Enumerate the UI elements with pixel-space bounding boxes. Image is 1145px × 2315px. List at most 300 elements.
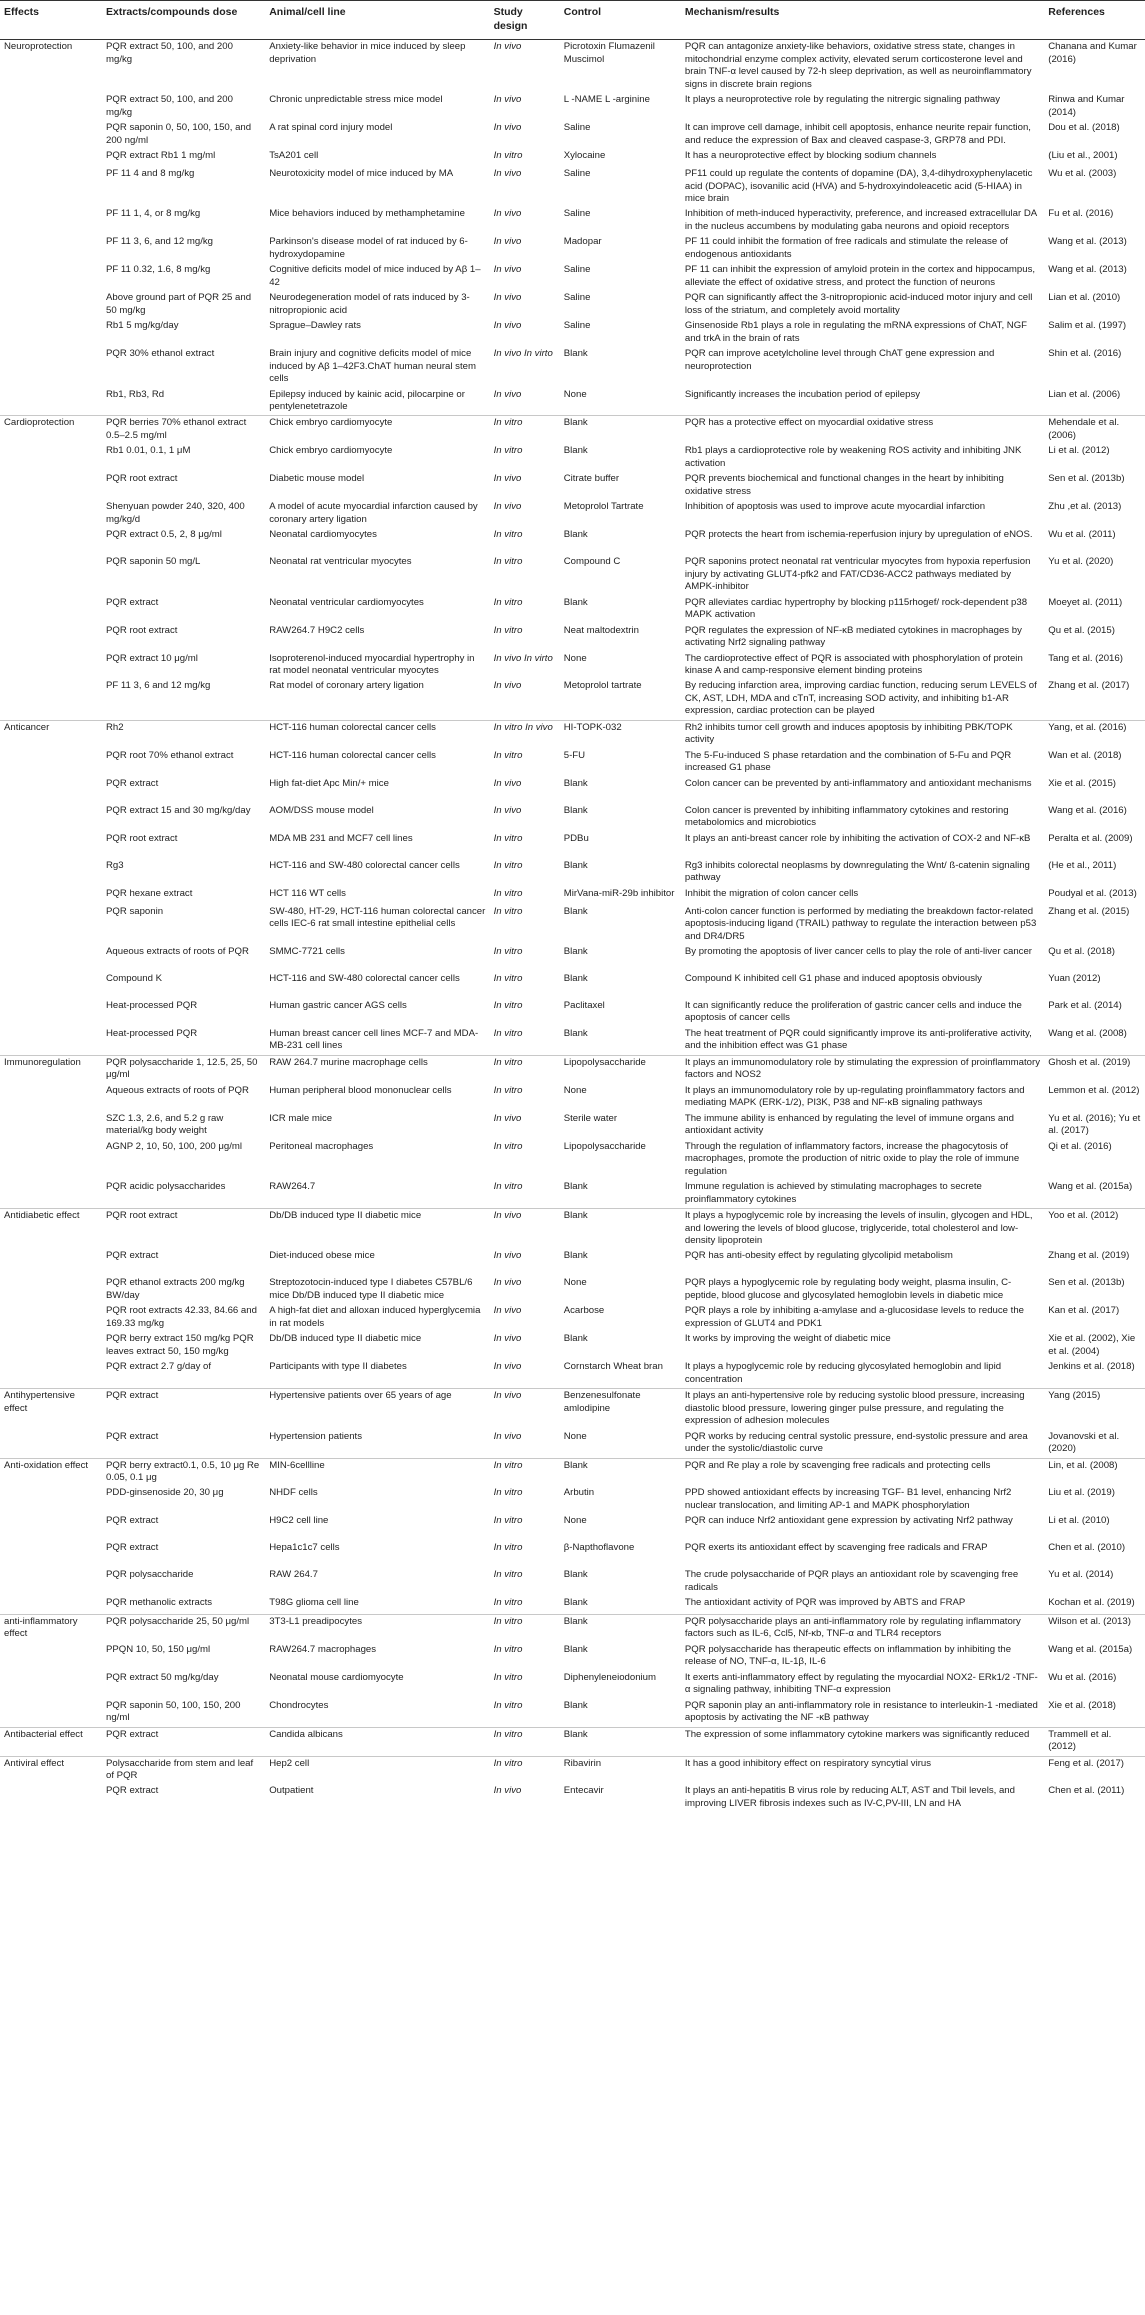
effect-cell	[0, 528, 102, 555]
effect-cell	[0, 1332, 102, 1360]
effect-cell	[0, 832, 102, 859]
dose-cell: PQR extract 15 and 30 mg/kg/day	[106, 804, 251, 816]
control-cell: Blank	[563, 1569, 588, 1581]
table-row	[0, 1643, 1145, 1671]
table-row	[0, 555, 1145, 595]
dose-cell: PQR extract	[106, 1430, 159, 1442]
table-row	[0, 859, 1145, 887]
reference-cell: Qu et al. (2015)	[1048, 624, 1115, 636]
reference-cell: Xie et al. (2018)	[1048, 1699, 1116, 1711]
dose-cell: PQR root 70% ethanol extract	[106, 749, 234, 761]
design-cell: In vitro	[493, 596, 523, 608]
reference-cell: Yuan (2012)	[1048, 973, 1101, 984]
dose-cell: PQR saponin	[106, 905, 164, 917]
reference-cell: Lemmon et al. (2012)	[1048, 1084, 1140, 1096]
mechanism-cell: Through the regulation of inflammatory factors, increase the phagocytosis of macrophages, promote the production of nitric oxide to play the role of immune regulation	[684, 1140, 1020, 1177]
control-cell: Blank	[563, 348, 588, 360]
table-row	[0, 472, 1145, 500]
model-cell: A high-fat diet and alloxan induced hyperglycemia in rat models	[269, 1305, 481, 1329]
dose-cell: Heat-processed PQR	[106, 1000, 198, 1011]
mechanism-cell: Rg3 inhibits colorectal neoplasms by downregulating the Wnt/ ß-catenin signaling pathway	[684, 859, 1030, 884]
model-cell: Chondrocytes	[269, 1699, 329, 1711]
control-cell: Blank	[563, 1181, 588, 1193]
control-cell: MirVana-miR-29b inhibitor	[563, 887, 675, 899]
control-cell: PDBu	[563, 832, 589, 844]
design-cell: In vivo	[493, 320, 522, 332]
model-cell: AOM/DSS mouse model	[269, 804, 374, 816]
dose-cell: Heat-processed PQR	[106, 1027, 198, 1039]
reference-cell: Ghosh et al. (2019)	[1044, 1055, 1145, 1083]
effect-cell	[0, 263, 102, 291]
table-row	[0, 207, 1145, 235]
design-cell: In vitro	[490, 416, 560, 444]
dose-cell: PQR extract	[102, 1727, 265, 1756]
control-cell: Blank	[563, 1027, 588, 1039]
control-cell: Blank	[560, 1727, 681, 1756]
reference-cell: (Liu et al., 2001)	[1048, 150, 1118, 162]
effect-cell	[0, 1304, 102, 1332]
reference-cell: Lian et al. (2010)	[1048, 292, 1121, 304]
table-row	[0, 1514, 1145, 1541]
design-cell: In vitro	[493, 1597, 523, 1609]
effect-cell	[0, 149, 102, 167]
mechanism-cell: PQR works by reducing central systolic pressure, end-systolic pressure and area under the systolic/diastolic curve	[684, 1430, 1028, 1455]
dose-cell: PQR polysaccharide 25, 50 μg/ml	[102, 1614, 265, 1642]
design-cell: In vivo	[493, 473, 522, 485]
mechanism-cell: Inhibition of meth-induced hyperactivity, preference, and increased extracellular DA in the nucleus accumbens by modulating gaba neurons and opioid receptors	[684, 208, 1037, 232]
table-row	[0, 596, 1145, 624]
design-cell: In vivo	[493, 804, 522, 816]
effect-cell: anti-inflammatory effect	[0, 1614, 102, 1642]
dose-cell: PQR saponin 0, 50, 100, 150, and 200 ng/ml	[106, 122, 252, 146]
mechanism-cell: Colon cancer can be prevented by anti-inflammatory and antioxidant mechanisms	[684, 777, 1032, 789]
reference-cell: Jenkins et al. (2018)	[1048, 1361, 1135, 1373]
header-extracts: Extracts/compounds dose	[102, 1, 265, 40]
effect-cell	[0, 1112, 102, 1140]
effect-cell	[0, 1671, 102, 1699]
mechanism-cell: PQR saponins protect neonatal rat ventricular myocytes from hypoxia reperfusion injury by activating GLUT4-pfk2 and FAT/CD36-ACC2 pathways mediated by AMPK-inhibitor	[684, 556, 1031, 593]
mechanism-cell: PF11 could up regulate the contents of dopamine (DA), 3,4-dihydroxyphenylacetic acid (DOPAC), isovanilic acid (HVA) and 5-hydroxyindoleacetic acid (5-HIAA) in mice brain	[684, 168, 1033, 204]
model-cell: Human gastric cancer AGS cells	[269, 1000, 407, 1011]
mechanism-cell: PQR protects the heart from ischemia-reperfusion injury by upregulation of eNOS.	[684, 529, 1033, 541]
control-cell: None	[563, 1084, 587, 1096]
mechanism-cell: The immune ability is enhanced by regulating the level of immune organs and antioxidant activity	[684, 1112, 1014, 1137]
model-cell: Hypertension patients	[269, 1430, 362, 1442]
effect-cell	[0, 679, 102, 720]
control-cell: 5-FU	[563, 749, 586, 761]
design-cell: In vivo	[493, 292, 522, 304]
control-cell: L -NAME L -arginine	[563, 94, 650, 106]
model-cell: Hep2 cell	[265, 1756, 489, 1784]
effect-cell	[0, 887, 102, 905]
reference-cell: Jovanovski et al. (2020)	[1048, 1430, 1120, 1455]
effect-cell	[0, 1180, 102, 1208]
dose-cell: PQR polysaccharide 1, 12.5, 25, 50 μg/ml	[102, 1055, 265, 1083]
dose-cell: Above ground part of PQR 25 and 50 mg/kg	[106, 292, 252, 316]
dose-cell: PQR ethanol extracts 200 mg/kg BW/day	[106, 1277, 245, 1301]
reference-cell: Tang et al. (2016)	[1048, 652, 1123, 664]
effect-cell	[0, 444, 102, 472]
dose-cell: Rb1 0.01, 0.1, 1 μM	[106, 445, 191, 457]
dose-cell: PPQN 10, 50, 150 μg/ml	[106, 1643, 211, 1655]
table-row	[0, 121, 1145, 149]
control-cell: Blank	[563, 946, 588, 957]
dose-cell: Rg3	[106, 859, 124, 871]
effect-cell	[0, 1140, 102, 1180]
effect-cell	[0, 121, 102, 149]
design-cell: In vivo	[493, 777, 522, 789]
control-cell: Madopar	[563, 236, 602, 248]
reference-cell: Liu et al. (2019)	[1048, 1487, 1115, 1499]
dose-cell: PQR extract 10 μg/ml	[106, 652, 198, 664]
mechanism-cell: Colon cancer is prevented by inhibiting inflammatory cytokines and restoring metabolomics and microbiotics	[684, 804, 1009, 829]
reference-cell: Feng et al. (2017)	[1044, 1756, 1145, 1784]
reference-cell: Li et al. (2012)	[1048, 445, 1110, 457]
mechanism-cell: PQR can improve acetylcholine level through ChAT gene expression and neuroprotection	[684, 348, 995, 372]
mechanism-cell: Rh2 inhibits tumor cell growth and induces apoptosis by inhibiting PBK/TOPK activity	[681, 720, 1044, 748]
effect-cell: Antihypertensive effect	[0, 1389, 102, 1430]
design-cell: In vivo	[493, 236, 522, 248]
control-cell: None	[563, 1277, 587, 1289]
mechanism-cell: PQR and Re play a role by scavenging free radicals and protecting cells	[681, 1458, 1044, 1486]
table-row	[0, 1671, 1145, 1699]
effect-cell: Cardioprotection	[0, 416, 102, 444]
design-cell: In vivo	[493, 1305, 522, 1317]
dose-cell: PQR hexane extract	[106, 887, 193, 899]
reference-cell: Wang et al. (2016)	[1048, 804, 1127, 816]
mechanism-cell: Significantly increases the incubation period of epilepsy	[684, 388, 921, 400]
model-cell: Chick embryo cardiomyocyte	[265, 416, 489, 444]
mechanism-cell: PPD showed antioxidant effects by increasing TGF- B1 level, enhancing Nrf2 nuclear translocation, and limiting AP-1 and MAPK phosphorylation	[684, 1487, 1012, 1511]
model-cell: SMMC-7721 cells	[269, 946, 345, 957]
dose-cell: PQR root extracts 42.33, 84.66 and 169.33 mg/kg	[106, 1305, 257, 1329]
mechanism-cell: It can improve cell damage, inhibit cell apoptosis, enhance neurite repair function, and reduce the expression of Bax and cleaved caspase-3, GRP78 and PDI.	[684, 122, 1031, 146]
mechanism-cell: PQR polysaccharide plays an anti-inflammatory role by regulating inflammatory factors such as IL-6, Ccl5, Nf-κb, TNF-α and TLR4 receptors	[681, 1614, 1044, 1642]
control-cell: Benzenesulfonate amlodipine	[560, 1389, 681, 1430]
dose-cell: Shenyuan powder 240, 320, 400 mg/kg/d	[106, 501, 245, 525]
design-cell: In vitro	[493, 1699, 523, 1711]
mechanism-cell: The antioxidant activity of PQR was improved by ABTS and FRAP	[684, 1597, 966, 1609]
table-row	[0, 167, 1145, 207]
model-cell: 3T3-L1 preadipocytes	[265, 1614, 489, 1642]
design-cell: In vivo	[493, 1250, 522, 1262]
dose-cell: PF 11 0.32, 1.6, 8 mg/kg	[106, 264, 211, 276]
reference-cell: Park et al. (2014)	[1048, 1000, 1122, 1011]
design-cell: In vivo	[493, 208, 522, 220]
mechanism-cell: PQR has anti-obesity effect by regulating glycolipid metabolism	[684, 1250, 953, 1262]
reference-cell: Wang et al. (2013)	[1048, 264, 1127, 276]
dose-cell: Aqueous extracts of roots of PQR	[106, 1084, 249, 1096]
reference-cell: Kan et al. (2017)	[1048, 1305, 1120, 1317]
model-cell: RAW264.7	[269, 1181, 316, 1193]
dose-cell: PQR 30% ethanol extract	[106, 348, 215, 360]
mechanism-cell: PQR alleviates cardiac hypertrophy by blocking p115rhogef/ rock-dependent p38 MAPK activation	[684, 596, 1028, 621]
reference-cell: Zhu ,et al. (2013)	[1048, 501, 1122, 513]
mechanism-cell: PQR has a protective effect on myocardial oxidative stress	[681, 416, 1044, 444]
table-row	[0, 1784, 1145, 1812]
header-animal-cell-line: Animal/cell line	[265, 1, 489, 40]
design-cell: In vitro	[493, 1140, 523, 1152]
model-cell: Participants with type II diabetes	[269, 1361, 407, 1373]
mechanism-cell: PF 11 could inhibit the formation of free radicals and stimulate the release of endogenous antioxidants	[684, 236, 1008, 260]
reference-cell: Yoo et al. (2012)	[1044, 1209, 1145, 1250]
dose-cell: PF 11 1, 4, or 8 mg/kg	[106, 208, 201, 220]
mechanism-cell: PQR prevents biochemical and functional changes in the heart by inhibiting oxidative stress	[684, 473, 1004, 497]
effect-cell	[0, 1699, 102, 1727]
control-cell: Cornstarch Wheat bran	[563, 1361, 663, 1373]
dose-cell: PQR root extract	[102, 1209, 265, 1250]
mechanism-cell: It has a good inhibitory effect on respiratory syncytial virus	[681, 1756, 1044, 1784]
reference-cell: Mehendale et al. (2006)	[1044, 416, 1145, 444]
mechanism-cell: Compound K inhibited cell G1 phase and induced apoptosis obviously	[684, 973, 982, 984]
mechanism-cell: It plays an anti-hepatitis B virus role by reducing ALT, AST and Tbil levels, and improving LIVER fibrosis indexes such as IV-C,PV-III, LN and HA	[684, 1785, 1015, 1809]
table-row	[0, 347, 1145, 387]
model-cell: NHDF cells	[269, 1487, 318, 1499]
effect-cell	[0, 1784, 102, 1812]
table-row	[0, 149, 1145, 167]
control-cell: Picrotoxin Flumazenil Muscimol	[560, 40, 681, 93]
effect-cell	[0, 388, 102, 416]
effect-cell	[0, 207, 102, 235]
model-cell: Hypertensive patients over 65 years of age	[265, 1389, 489, 1430]
table-row	[0, 1596, 1145, 1614]
control-cell: Blank	[563, 1699, 588, 1711]
mechanism-cell: It plays an immunomodulatory role by up-regulating proinflammatory factors and mediating MAPK (ERK-1/2), PI3K, P38 and NF-κB signaling pathways	[684, 1084, 1025, 1109]
design-cell: In vivo	[490, 1389, 560, 1430]
header-effects: Effects	[0, 1, 102, 40]
dose-cell: PF 11 3, 6, and 12 mg/kg	[106, 236, 214, 248]
effect-cell	[0, 1568, 102, 1596]
effect-cell: Antibacterial effect	[0, 1727, 102, 1756]
table-row	[0, 749, 1145, 777]
effect-cell	[0, 905, 102, 945]
table-row	[0, 1112, 1145, 1140]
design-cell: In vivo	[493, 1361, 522, 1373]
reference-cell: Qu et al. (2018)	[1048, 946, 1115, 957]
design-cell: In vivo In virto	[493, 652, 553, 664]
model-cell: Db/DB induced type II diabetic mice	[265, 1209, 489, 1250]
table-row	[0, 1084, 1145, 1112]
control-cell: Neat maltodextrin	[563, 624, 639, 636]
model-cell: RAW264.7 macrophages	[269, 1643, 377, 1655]
control-cell: Compound C	[563, 556, 621, 568]
design-cell: In vivo	[493, 680, 522, 692]
design-cell: In vitro	[493, 1027, 523, 1039]
model-cell: SW-480, HT-29, HCT-116 human colorectal cancer cells IEC-6 rat small intestine epithelial cells	[269, 905, 486, 930]
model-cell: Sprague–Dawley rats	[269, 320, 361, 332]
reference-cell: Wan et al. (2018)	[1048, 749, 1122, 761]
design-cell: In vivo	[493, 1430, 522, 1442]
design-cell: In vitro	[493, 1643, 523, 1655]
dose-cell: PQR saponin 50 mg/L	[106, 556, 201, 568]
control-cell: Blank	[563, 859, 588, 871]
dose-cell: Polysaccharide from stem and leaf of PQR	[102, 1756, 265, 1784]
design-cell: In vitro	[493, 445, 523, 457]
model-cell: Rat model of coronary artery ligation	[269, 680, 424, 692]
mechanism-cell: It works by improving the weight of diabetic mice	[684, 1333, 891, 1345]
effect-cell	[0, 1084, 102, 1112]
dose-cell: PQR berries 70% ethanol extract 0.5–2.5 mg/ml	[102, 416, 265, 444]
reference-cell: Wang et al. (2008)	[1048, 1027, 1127, 1039]
dose-cell: PQR extract 50, 100, and 200 mg/kg	[102, 40, 265, 93]
reference-cell: Shin et al. (2016)	[1048, 348, 1122, 360]
table-row	[0, 1486, 1145, 1514]
mechanism-cell: Rb1 plays a cardioprotective role by weakening ROS activity and inhibiting JNK activation	[684, 445, 1022, 469]
mechanism-cell: It plays an anti-breast cancer role by inhibiting the activation of COX-2 and NF-κB	[684, 832, 1031, 844]
dose-cell: Compound K	[106, 973, 162, 984]
mechanism-cell: It plays a neuroprotective role by regulating the nitrergic signaling pathway	[684, 94, 1001, 106]
reference-cell: Fu et al. (2016)	[1048, 208, 1114, 220]
control-cell: Blank	[563, 973, 588, 984]
design-cell: In vivo In virto	[493, 348, 553, 360]
table-row	[0, 1360, 1145, 1388]
dose-cell: Rh2	[102, 720, 265, 748]
header-mechanism: Mechanism/results	[681, 1, 1044, 40]
effect-cell: Antidiabetic effect	[0, 1209, 102, 1250]
reference-cell: Wilson et al. (2013)	[1044, 1614, 1145, 1642]
reference-cell: Rinwa and Kumar (2014)	[1048, 94, 1125, 118]
effect-cell	[0, 777, 102, 804]
dose-cell: PQR acidic polysaccharides	[106, 1181, 226, 1193]
effect-cell	[0, 291, 102, 319]
table-row	[0, 999, 1145, 1027]
design-cell: In vitro	[493, 1542, 523, 1554]
control-cell: Blank	[563, 777, 588, 789]
design-cell: In vitro	[493, 887, 523, 899]
table-row	[0, 500, 1145, 528]
reference-cell: Sen et al. (2013b)	[1048, 473, 1125, 485]
dose-cell: Rb1 5 mg/kg/day	[106, 320, 179, 332]
effect-cell	[0, 1276, 102, 1304]
mechanism-cell: The cardioprotective effect of PQR is associated with phosphorylation of protein kinase A and camp-responsive element binding proteins	[684, 652, 1023, 676]
mechanism-cell: By reducing infarction area, improving cardiac function, reducing serum LEVELS of CK, AST, LDH, MDA and cTnT, increasing SOD activity, and inhibiting b1-AR expression, cardiac protection can be played	[684, 680, 1037, 717]
control-cell: Blank	[560, 1209, 681, 1250]
effect-cell	[0, 945, 102, 972]
reference-cell: Wang et al. (2013)	[1048, 236, 1127, 248]
model-cell: HCT-116 and SW-480 colorectal cancer cells	[269, 859, 460, 871]
control-cell: Saline	[563, 122, 591, 134]
design-cell: In vitro	[493, 749, 523, 761]
effect-cell	[0, 804, 102, 832]
control-cell: Arbutin	[563, 1487, 595, 1499]
control-cell: Lipopolysaccharide	[563, 1140, 646, 1152]
effect-cell	[0, 1027, 102, 1055]
model-cell: A model of acute myocardial infarction caused by coronary artery ligation	[269, 501, 478, 525]
control-cell: Saline	[563, 320, 591, 332]
model-cell: Hepa1c1c7 cells	[269, 1542, 340, 1554]
reference-cell: Wu et al. (2011)	[1048, 529, 1116, 541]
control-cell: Metoprolol Tartrate	[563, 501, 644, 513]
mechanism-cell: Immune regulation is achieved by stimulating macrophages to secrete proinflammatory cytokines	[684, 1181, 982, 1205]
dose-cell: PQR berry extract0.1, 0.5, 10 μg Re 0.05, 0.1 μg	[102, 1458, 265, 1486]
dose-cell: PQR extract	[106, 1515, 159, 1527]
control-cell: Blank	[560, 416, 681, 444]
dose-cell: PQR extract	[106, 777, 159, 789]
dose-cell: PQR saponin 50, 100, 150, 200 ng/ml	[106, 1699, 241, 1724]
mechanism-cell: PQR polysaccharide has therapeutic effects on inflammation by inhibiting the release of NO, TNF-α, IL-1β, IL-6	[684, 1643, 1012, 1668]
dose-cell: PQR extract Rb1 1 mg/ml	[106, 150, 216, 162]
reference-cell: Salim et al. (1997)	[1048, 320, 1127, 332]
model-cell: HCT 116 WT cells	[269, 887, 346, 899]
model-cell: Chick embryo cardiomyocyte	[269, 445, 393, 457]
mechanism-cell: It plays a hypoglycemic role by increasing the levels of insulin, glycogen and HDL, and lowering the levels of blood glucose, triglyceride, total cholesterol and low-density lipoprotein	[681, 1209, 1044, 1250]
reference-cell: Trammell et al. (2012)	[1044, 1727, 1145, 1756]
effect-cell	[0, 652, 102, 680]
mechanism-cell: PQR plays a role by inhibiting a-amylase and a-glucosidase levels to reduce the expression of GLUT4 and PDK1	[684, 1305, 1025, 1329]
reference-cell: Zhang et al. (2019)	[1048, 1250, 1130, 1262]
reference-cell: Peralta et al. (2009)	[1048, 832, 1133, 844]
mechanism-cell: It plays an immunomodulatory role by stimulating the expression of proinflammatory factors and NOS2	[681, 1055, 1044, 1083]
table-row	[0, 720, 1145, 748]
dose-cell: PQR extract	[102, 1389, 265, 1430]
effect-cell	[0, 167, 102, 207]
mechanism-cell: The crude polysaccharide of PQR plays an antioxidant role by scavenging free radicals	[684, 1569, 1019, 1593]
control-cell: Blank	[563, 1333, 588, 1345]
control-cell: β-Napthoflavone	[563, 1542, 635, 1554]
design-cell: In vitro	[493, 150, 523, 162]
mechanism-cell: The 5-Fu-induced S phase retardation and the combination of 5-Fu and PQR increased G1 phase	[684, 749, 1012, 774]
reference-cell: Wang et al. (2015a)	[1048, 1643, 1133, 1655]
design-cell: In vitro	[493, 1000, 523, 1011]
effect-cell	[0, 972, 102, 999]
design-cell: In vivo	[493, 501, 522, 513]
effect-cell	[0, 500, 102, 528]
table-row	[0, 93, 1145, 121]
reference-cell: Wang et al. (2015a)	[1048, 1181, 1133, 1193]
effect-cell	[0, 235, 102, 263]
control-cell: Xylocaine	[563, 150, 606, 162]
reference-cell: Xie et al. (2015)	[1048, 777, 1116, 789]
table-row	[0, 1699, 1145, 1727]
reference-cell: Yu et al. (2016); Yu et al. (2017)	[1048, 1112, 1141, 1137]
control-cell: Blank	[560, 1458, 681, 1486]
reference-cell: Qi et al. (2016)	[1048, 1140, 1112, 1152]
control-cell: Blank	[563, 804, 588, 816]
model-cell: Isoproterenol-induced myocardial hypertrophy in rat model neonatal ventricular myocytes	[269, 652, 475, 676]
design-cell: In vitro	[493, 1181, 523, 1193]
mechanism-cell: By promoting the apoptosis of liver cancer cells to play the role of anti-liver cancer	[684, 946, 1033, 957]
design-cell: In vitro	[493, 556, 523, 568]
reference-cell: Lin, et al. (2008)	[1044, 1458, 1145, 1486]
mechanism-cell: PQR can induce Nrf2 antioxidant gene expression by activating Nrf2 pathway	[684, 1515, 1013, 1527]
model-cell: Chronic unpredictable stress mice model	[269, 94, 443, 106]
design-cell: In vivo	[490, 1209, 560, 1250]
reference-cell: Chen et al. (2010)	[1048, 1542, 1126, 1554]
model-cell: High fat-diet Apc Min/+ mice	[269, 777, 389, 789]
mechanism-cell: PQR regulates the expression of NF-κB mediated cytokines in macrophages by activating Nrf2 signaling pathway	[684, 624, 1022, 649]
model-cell: Neonatal ventricular cardiomyocytes	[269, 596, 424, 608]
reference-cell: Kochan et al. (2019)	[1048, 1597, 1135, 1609]
effect-cell	[0, 93, 102, 121]
control-cell: Sterile water	[563, 1112, 618, 1124]
table-row	[0, 1389, 1145, 1430]
table-row	[0, 1756, 1145, 1784]
effect-cell	[0, 1541, 102, 1568]
table-row	[0, 1458, 1145, 1486]
effect-cell: Antiviral effect	[0, 1756, 102, 1784]
effect-cell	[0, 1249, 102, 1276]
reference-cell: Wu et al. (2003)	[1048, 168, 1117, 180]
header-control: Control	[560, 1, 681, 40]
control-cell: Paclitaxel	[563, 1000, 605, 1011]
model-cell: Neonatal cardiomyocytes	[269, 529, 377, 541]
table-row	[0, 1209, 1145, 1250]
reference-cell: Yang, et al. (2016)	[1044, 720, 1145, 748]
table-row	[0, 804, 1145, 832]
table-row	[0, 319, 1145, 347]
design-cell: In vivo	[493, 1333, 522, 1345]
table-row	[0, 1332, 1145, 1360]
